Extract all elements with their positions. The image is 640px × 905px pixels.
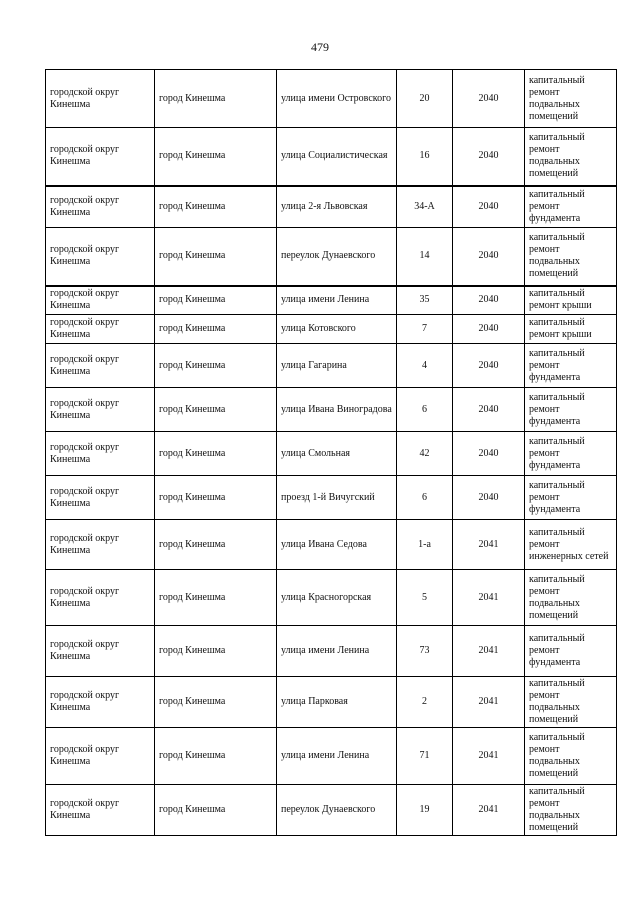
house-number-cell: 42 (397, 432, 453, 476)
street-cell: улица Красногорская (277, 570, 397, 626)
district-cell: городской округ Кинешма (46, 315, 155, 344)
work-type-cell: капитальный ремонт фундамента (525, 344, 617, 388)
house-number-cell: 71 (397, 728, 453, 785)
year-cell: 2041 (453, 677, 525, 728)
work-type-cell: капитальный ремонт подвальных помещений (525, 677, 617, 728)
house-number-cell: 20 (397, 70, 453, 128)
work-type-cell: капитальный ремонт крыши (525, 315, 617, 344)
table-row (46, 476, 617, 520)
work-type-cell: капитальный ремонт подвальных помещений (525, 70, 617, 128)
year-cell: 2040 (453, 228, 525, 286)
city-cell: город Кинешма (155, 626, 277, 677)
street-cell: улица Смольная (277, 432, 397, 476)
year-cell: 2040 (453, 286, 525, 315)
table-row (46, 388, 617, 432)
street-cell: улица Гагарина (277, 344, 397, 388)
street-cell: улица Социалистическая (277, 128, 397, 186)
table-row (46, 570, 617, 626)
house-number-cell: 1-а (397, 520, 453, 570)
city-cell: город Кинешма (155, 70, 277, 128)
house-number-cell: 2 (397, 677, 453, 728)
house-number-cell: 73 (397, 626, 453, 677)
repair-schedule-table (45, 69, 617, 836)
city-cell: город Кинешма (155, 228, 277, 286)
house-number-cell: 4 (397, 344, 453, 388)
work-type-cell: капитальный ремонт фундамента (525, 186, 617, 228)
work-type-cell: капитальный ремонт фундамента (525, 626, 617, 677)
year-cell: 2040 (453, 388, 525, 432)
city-cell: город Кинешма (155, 186, 277, 228)
district-cell: городской округ Кинешма (46, 476, 155, 520)
city-cell: город Кинешма (155, 286, 277, 315)
house-number-cell: 7 (397, 315, 453, 344)
street-cell: проезд 1-й Вичугский (277, 476, 397, 520)
house-number-cell: 6 (397, 388, 453, 432)
house-number-cell: 35 (397, 286, 453, 315)
table-row (46, 677, 617, 728)
street-cell: переулок Дунаевского (277, 785, 397, 836)
district-cell: городской округ Кинешма (46, 677, 155, 728)
street-cell: улица Котовского (277, 315, 397, 344)
work-type-cell: капитальный ремонт инженерных сетей (525, 520, 617, 570)
district-cell: городской округ Кинешма (46, 228, 155, 286)
district-cell: городской округ Кинешма (46, 432, 155, 476)
table-body (46, 70, 617, 836)
house-number-cell: 5 (397, 570, 453, 626)
house-number-cell: 14 (397, 228, 453, 286)
district-cell: городской округ Кинешма (46, 186, 155, 228)
city-cell: город Кинешма (155, 315, 277, 344)
street-cell: улица имени Ленина (277, 728, 397, 785)
year-cell: 2041 (453, 626, 525, 677)
year-cell: 2040 (453, 432, 525, 476)
street-cell: улица Ивана Седова (277, 520, 397, 570)
table-row (46, 315, 617, 344)
table-row (46, 626, 617, 677)
year-cell: 2040 (453, 70, 525, 128)
street-cell: улица 2-я Львовская (277, 186, 397, 228)
work-type-cell: капитальный ремонт фундамента (525, 388, 617, 432)
year-cell: 2040 (453, 186, 525, 228)
district-cell: городской округ Кинешма (46, 570, 155, 626)
city-cell: город Кинешма (155, 520, 277, 570)
table-row (46, 785, 617, 836)
house-number-cell: 19 (397, 785, 453, 836)
city-cell: город Кинешма (155, 344, 277, 388)
district-cell: городской округ Кинешма (46, 70, 155, 128)
district-cell: городской округ Кинешма (46, 785, 155, 836)
street-cell: переулок Дунаевского (277, 228, 397, 286)
district-cell: городской округ Кинешма (46, 286, 155, 315)
work-type-cell: капитальный ремонт подвальных помещений (525, 570, 617, 626)
city-cell: город Кинешма (155, 785, 277, 836)
table-row (46, 520, 617, 570)
city-cell: город Кинешма (155, 570, 277, 626)
street-cell: улица Ивана Виноградова (277, 388, 397, 432)
work-type-cell: капитальный ремонт фундамента (525, 432, 617, 476)
table-row (46, 286, 617, 315)
street-cell: улица имени Ленина (277, 626, 397, 677)
house-number-cell: 34-А (397, 186, 453, 228)
street-cell: улица имени Островского (277, 70, 397, 128)
table-row (46, 728, 617, 785)
house-number-cell: 6 (397, 476, 453, 520)
city-cell: город Кинешма (155, 677, 277, 728)
year-cell: 2040 (453, 344, 525, 388)
table-row (46, 432, 617, 476)
district-cell: городской округ Кинешма (46, 344, 155, 388)
city-cell: город Кинешма (155, 388, 277, 432)
work-type-cell: капитальный ремонт крыши (525, 286, 617, 315)
work-type-cell: капитальный ремонт подвальных помещений (525, 228, 617, 286)
work-type-cell: капитальный ремонт подвальных помещений (525, 128, 617, 186)
district-cell: городской округ Кинешма (46, 626, 155, 677)
city-cell: город Кинешма (155, 432, 277, 476)
table-row (46, 186, 617, 228)
page-number: 479 (311, 40, 329, 54)
city-cell: город Кинешма (155, 728, 277, 785)
table-row (46, 128, 617, 186)
house-number-cell: 16 (397, 128, 453, 186)
city-cell: город Кинешма (155, 476, 277, 520)
year-cell: 2041 (453, 570, 525, 626)
district-cell: городской округ Кинешма (46, 728, 155, 785)
year-cell: 2040 (453, 315, 525, 344)
work-type-cell: капитальный ремонт подвальных помещений (525, 785, 617, 836)
street-cell: улица имени Ленина (277, 286, 397, 315)
district-cell: городской округ Кинешма (46, 128, 155, 186)
table-row (46, 70, 617, 128)
year-cell: 2041 (453, 785, 525, 836)
district-cell: городской округ Кинешма (46, 520, 155, 570)
table-row (46, 228, 617, 286)
district-cell: городской округ Кинешма (46, 388, 155, 432)
year-cell: 2041 (453, 728, 525, 785)
table-row (46, 344, 617, 388)
year-cell: 2040 (453, 128, 525, 186)
city-cell: город Кинешма (155, 128, 277, 186)
street-cell: улица Парковая (277, 677, 397, 728)
work-type-cell: капитальный ремонт подвальных помещений (525, 728, 617, 785)
year-cell: 2041 (453, 520, 525, 570)
work-type-cell: капитальный ремонт фундамента (525, 476, 617, 520)
year-cell: 2040 (453, 476, 525, 520)
